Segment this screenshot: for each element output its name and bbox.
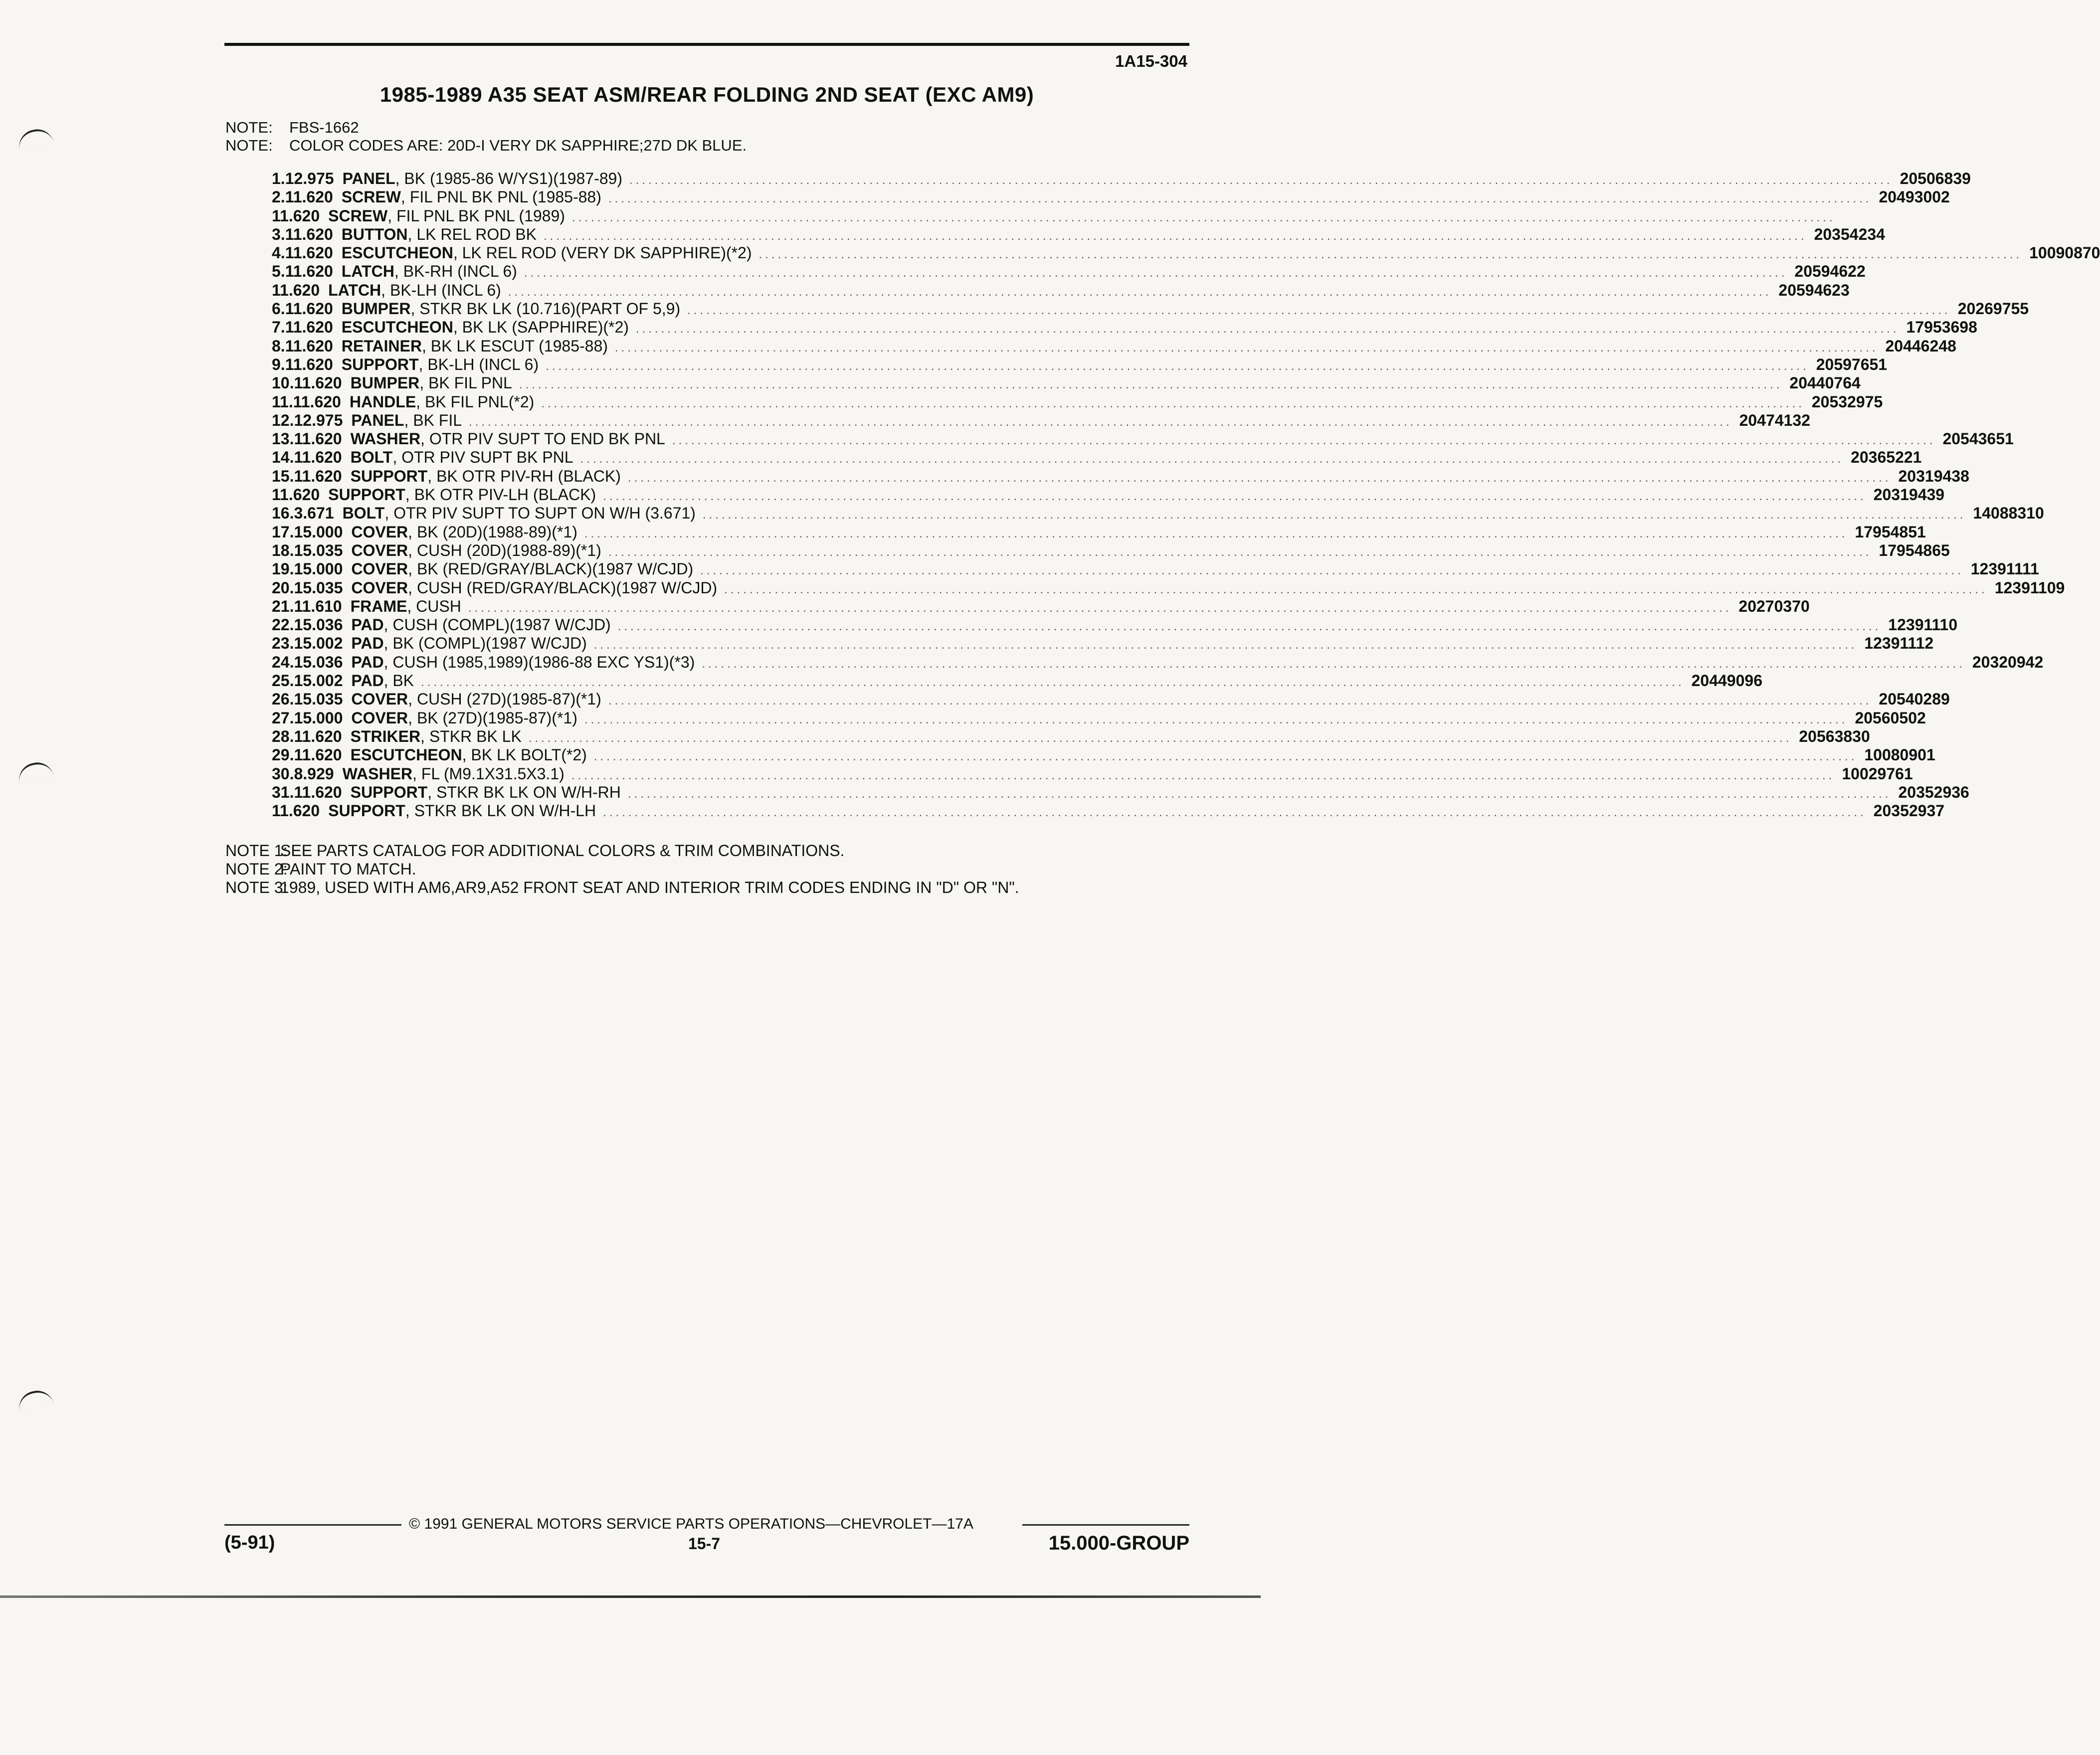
parts-row [272,244,2100,262]
item-number: 28. [272,727,294,745]
dot-leader: ........................................................................................................................................................................................................ [524,266,1788,280]
part-description: , STKR BK LK ON W/H-LH [405,802,596,820]
page-number: 15-7 [688,1535,721,1553]
group-number: 11.620 [293,392,341,411]
parts-row [272,783,1969,802]
parts-row [272,616,1958,634]
part-number: 20440764 [1789,374,1861,392]
parts-list [272,170,2100,820]
part-description: , BK (27D)(1985-87)(*1) [408,708,577,727]
part-description: , STKR BK LK ON W/H-RH [427,783,621,801]
part-number: 20506839 [1900,170,1971,187]
item-number: 3. [272,225,285,243]
note-bottom [225,860,416,878]
part-number: 20540289 [1879,690,1950,708]
note-label: NOTE: [225,119,273,136]
parts-row [272,560,2039,578]
part-description: , STKR BK LK (10.716)(PART OF 5,9) [410,300,681,318]
part-number: 10029761 [1842,764,1913,783]
dot-leader: ........................................................................................................................................................................................................ [546,359,1809,373]
part-description: , BK (1985-86 W/YS1)(1987-89) [395,170,622,187]
note-top [225,119,359,137]
part-number: 20270370 [1738,597,1810,615]
part-description: , CUSH (20D)(1988-89)(*1) [408,541,601,559]
page-title: 1985-1989 A35 SEAT ASM/REAR FOLDING 2ND SEAT (EXC AM9) [380,83,1034,106]
part-description: , BK-LH (INCL 6) [418,355,539,373]
note-bottom [225,842,844,860]
part-number: 20365221 [1851,448,1922,467]
part-name: COVER [351,541,408,559]
group-number: 11.620 [285,300,333,318]
part-number: 20269755 [1957,300,2029,318]
group-number: 11.620 [294,430,342,448]
part-description: , CUSH (27D)(1985-87)(*1) [408,690,601,708]
note-text: 1989, USED WITH AM6,AR9,A52 FRONT SEAT AND INTERIOR TRIM CODES ENDING IN "D" OR "N". [280,878,1019,896]
item-number: 2. [272,188,285,206]
item-number: 17. [272,523,294,541]
part-description: , STKR BK LK [420,727,522,745]
group-number: 11.620 [294,727,342,745]
note-label: NOTE: [225,137,273,154]
part-name: BUTTON [341,225,408,243]
group-number: 11.620 [285,355,333,373]
item-number: 10. [272,374,294,392]
part-name: COVER [351,523,408,541]
dot-leader: ........................................................................................................................................................................................................ [627,787,1892,801]
group-number: 11.620 [272,281,320,299]
dot-leader: ........................................................................................................................................................................................................ [603,806,1867,820]
parts-row [272,764,1913,783]
part-number: 17953698 [1906,318,1977,337]
parts-row [272,411,1810,430]
note-text: FBS-1662 [289,119,359,136]
page-bottom-edge [0,1595,1261,1598]
part-name: SCREW [341,188,401,206]
part-name: ESCUTCHEON [341,318,453,337]
note-bottom [225,878,1019,897]
part-name: FRAME [350,597,407,615]
item-number: 4. [272,244,285,262]
part-number: 20352937 [1873,802,1945,820]
parts-row [272,653,2044,672]
part-number: 20319438 [1898,467,1969,485]
parts-row [272,672,1762,690]
dot-leader: ........................................................................................................................................................................................................ [584,526,1848,540]
part-name: PANEL [342,170,395,187]
part-name: SUPPORT [350,467,428,485]
parts-row [272,225,1885,244]
top-rule [224,43,1189,46]
parts-row [272,727,1870,746]
dot-leader: ........................................................................................................................................................................................................ [593,750,1858,764]
group-code: 15.000-GROUP [1048,1532,1189,1554]
binder-hole-mark [16,1388,54,1411]
parts-row [272,467,1969,486]
dot-leader: ........................................................................................................................................................................................................ [469,415,1732,429]
part-number: 12391109 [1994,578,2065,597]
part-description: , FL (M9.1X31.5X3.1) [412,764,565,783]
parts-row [272,486,1945,504]
part-number: 17954851 [1855,523,1926,541]
part-number: 20474132 [1739,411,1810,429]
item-number: 1. [272,170,285,187]
group-number: 15.036 [294,616,343,634]
binder-hole-mark [16,759,54,783]
dot-leader: ........................................................................................................................................................................................................ [468,601,1732,615]
part-name: HANDLE [349,392,416,411]
dot-leader: ........................................................................................................................................................................................................ [421,676,1685,690]
dot-leader: ........................................................................................................................................................................................................ [759,248,2023,262]
group-number: 11.620 [294,783,342,801]
dot-leader: ........................................................................................................................................................................................................ [593,638,1858,652]
dot-leader: ........................................................................................................................................................................................................ [608,545,1872,559]
dot-leader: ........................................................................................................................................................................................................ [608,694,1872,708]
part-description: , LK REL ROD BK [407,225,537,243]
footer-rule-right [1022,1524,1189,1526]
parts-row [272,597,1810,616]
note-label: NOTE 1: [225,842,288,860]
part-name: COVER [351,578,408,597]
note-text: PAINT TO MATCH. [280,860,416,878]
group-number: 11.620 [285,225,333,243]
part-description: , LK REL ROD (VERY DK SAPPHIRE)(*2) [453,244,752,262]
part-number: 10090870 [2029,244,2100,262]
part-description: , CUSH (RED/GRAY/BLACK)(1987 W/CJD) [408,578,718,597]
part-description: , BK LK ESCUT (1985-88) [421,337,608,355]
parts-row [272,170,1971,188]
part-description: , BK FIL PNL(*2) [416,392,535,411]
part-number: 20560502 [1855,708,1926,727]
dot-leader: ........................................................................................................................................................................................................ [543,229,1807,243]
dot-leader: ........................................................................................................................................................................................................ [614,341,1879,354]
dot-leader: ........................................................................................................................................................................................................ [571,768,1835,782]
part-name: BOLT [350,448,393,467]
part-name: WASHER [350,430,421,448]
part-name: PAD [351,672,384,690]
item-number: 16. [272,504,294,523]
part-name: SCREW [328,206,388,225]
item-number: 9. [272,355,285,373]
parts-row [272,634,1934,653]
part-number: 20532975 [1811,392,1883,411]
dot-leader: ........................................................................................................................................................................................................ [629,174,1893,187]
part-name: STRIKER [350,727,421,745]
part-number: 20449096 [1691,672,1762,690]
dot-leader: ........................................................................................................................................................................................................ [702,657,1965,671]
dot-leader: ........................................................................................................................................................................................................ [672,434,1936,448]
part-description: , BK FIL PNL [419,374,512,392]
item-number: 20. [272,578,294,597]
item-number: 30. [272,764,294,783]
part-name: COVER [351,560,408,578]
part-name: BOLT [342,504,385,523]
copyright: © 1991 GENERAL MOTORS SERVICE PARTS OPERATIONS—CHEVROLET—17A [409,1516,973,1532]
group-number: 11.620 [294,374,342,392]
item-number: 5. [272,262,285,281]
part-description: , BK LK BOLT(*2) [462,746,587,764]
group-number: 15.000 [294,708,343,727]
dot-leader: ........................................................................................................................................................................................................ [541,396,1805,410]
part-description: , BK FIL [404,411,462,429]
group-number: 15.000 [294,523,343,541]
part-description: , FIL PNL BK PNL (1989) [387,206,565,225]
part-description: , CUSH (COMPL)(1987 W/CJD) [383,616,611,634]
group-number: 11.620 [285,262,333,281]
group-number: 3.671 [294,504,334,523]
item-number: 18. [272,541,294,559]
item-number: 19. [272,560,294,578]
dot-leader: ........................................................................................................................................................................................................ [687,304,1951,318]
part-description: , BK-LH (INCL 6) [381,281,501,299]
dot-leader: ........................................................................................................................................................................................................ [528,731,1792,745]
item-number: 23. [272,634,294,653]
group-number: 15.035 [294,541,343,559]
part-name: BUMPER [341,300,411,318]
part-description: , BK [383,672,414,690]
item-number: 11. [272,392,293,411]
part-number: 20319439 [1873,486,1945,504]
dot-leader: ........................................................................................................................................................................................................ [519,378,1783,392]
part-description: , BK-RH (INCL 6) [394,262,517,281]
dot-leader: ........................................................................................................................................................................................................ [580,452,1844,466]
parts-row [272,690,1950,708]
part-name: SUPPORT [350,783,428,801]
note-text: SEE PARTS CATALOG FOR ADDITIONAL COLORS & TRIM COMBINATIONS. [280,842,845,860]
group-number: 8.929 [294,764,334,783]
dot-leader: ........................................................................................................................................................................................................ [724,582,1988,596]
item-number: 8. [272,337,285,355]
item-number: 7. [272,318,285,337]
part-number: 12391111 [1970,560,2039,578]
note-label: NOTE 3: [225,878,288,896]
part-description: , CUSH [407,597,461,615]
group-number: 15.035 [294,690,343,708]
part-name: BUMPER [350,374,420,392]
parts-row [272,746,1935,764]
parts-row [272,281,1850,300]
parts-row [272,374,1861,392]
dot-leader: ........................................................................................................................................................................................................ [700,564,1964,578]
group-number: 11.620 [285,318,333,337]
part-number: 20597651 [1816,355,1888,373]
item-number: 24. [272,653,294,671]
group-number: 11.620 [285,337,333,355]
part-name: LATCH [328,281,382,299]
parts-row [272,262,1866,281]
part-description: , BK (20D)(1988-89)(*1) [408,523,577,541]
page-code: 1A15-304 [1115,52,1187,70]
part-number: 20446248 [1885,337,1956,355]
item-number: 13. [272,430,294,448]
parts-row [272,300,2029,318]
dot-leader: ........................................................................................................................................................................................................ [617,620,1882,634]
group-number: 11.620 [272,486,320,504]
part-name: RETAINER [341,337,422,355]
part-description: , OTR PIV SUPT TO END BK PNL [420,430,665,448]
part-name: ESCUTCHEON [350,746,462,764]
part-number: 12391110 [1888,616,1958,634]
part-description: , BK OTR PIV-LH (BLACK) [405,486,596,504]
group-number: 15.000 [294,560,343,578]
parts-row [272,504,2044,523]
item-number: 14. [272,448,294,467]
note-label: NOTE 2: [225,860,288,878]
parts-row [272,541,1950,560]
group-number: 11.620 [294,467,342,485]
item-number: 25. [272,672,294,690]
part-description: , CUSH (1985,1989)(1986-88 EXC YS1)(*3) [383,653,695,671]
part-description: , OTR PIV SUPT BK PNL [392,448,573,467]
date-code: (5-91) [224,1532,275,1553]
dot-leader: ........................................................................................................................................................................................................ [627,471,1892,485]
item-number: 22. [272,616,294,634]
group-number: 15.035 [294,578,343,597]
parts-row [272,802,1945,820]
item-number: 26. [272,690,294,708]
part-number: 17954865 [1879,541,1950,559]
group-number: 11.620 [272,802,320,820]
group-number: 12.975 [294,411,343,429]
part-name: SUPPORT [328,802,405,820]
part-description: , BK LK (SAPPHIRE)(*2) [453,318,629,337]
part-name: WASHER [342,764,413,783]
part-name: SUPPORT [328,486,405,504]
group-number: 15.002 [294,634,343,653]
part-description: , OTR PIV SUPT TO SUPT ON W/H (3.671) [384,504,696,523]
part-number: 20594622 [1794,262,1866,281]
part-name: COVER [351,708,408,727]
part-description: , FIL PNL BK PNL (1985-88) [400,188,601,206]
item-number: 29. [272,746,294,764]
note-top [225,137,747,155]
parts-row [272,392,1883,411]
item-number: 21. [272,597,294,615]
footer-rule-left [224,1524,401,1526]
part-number: 12391112 [1864,634,1934,653]
part-description: , BK OTR PIV-RH (BLACK) [427,467,621,485]
item-number: 6. [272,300,285,318]
dot-leader: ........................................................................................................................................................................................................ [584,712,1848,726]
parts-row [272,188,1950,206]
group-number: 12.975 [285,170,334,187]
part-number: 20594623 [1778,281,1850,299]
part-number: 20493002 [1879,188,1950,206]
dot-leader: ........................................................................................................................................................................................................ [572,210,1836,224]
item-number: 15. [272,467,294,485]
group-number: 15.002 [294,672,343,690]
parts-row [272,355,1888,374]
part-name: PAD [351,616,384,634]
group-number: 11.620 [272,206,320,225]
note-text: COLOR CODES ARE: 20D-I VERY DK SAPPHIRE;27D DK BLUE. [289,137,747,154]
part-number: 20320942 [1972,653,2044,671]
parts-row [272,448,1922,467]
parts-row [272,578,2065,597]
group-number: 11.620 [294,448,342,467]
dot-leader: ........................................................................................................................................................................................................ [608,192,1872,206]
parts-row [272,523,1926,541]
group-number: 11.610 [294,597,342,615]
part-number: 10080901 [1864,746,1935,764]
part-description: , BK (COMPL)(1987 W/CJD) [383,634,587,653]
parts-row [272,318,1977,337]
dot-leader: ........................................................................................................................................................................................................ [702,508,1966,522]
dot-leader: ........................................................................................................................................................................................................ [508,285,1772,299]
part-number: 20543651 [1942,430,2014,448]
item-number: 12. [272,411,294,429]
parts-row [272,430,2014,448]
item-number: 31. [272,783,294,801]
dot-leader: ........................................................................................................................................................................................................ [635,322,1900,336]
dot-leader: ........................................................................................................................................................................................................ [603,490,1867,504]
part-name: PANEL [351,411,404,429]
part-name: PAD [351,634,384,653]
parts-row [272,708,1926,727]
part-description: , BK (RED/GRAY/BLACK)(1987 W/CJD) [408,560,694,578]
part-number: 20354234 [1814,225,1885,243]
group-number: 11.620 [285,188,333,206]
group-number: 11.620 [285,244,333,262]
part-name: PAD [351,653,384,671]
part-number: 20352936 [1898,783,1969,801]
parts-row [272,337,1956,355]
part-name: LATCH [341,262,394,281]
part-name: ESCUTCHEON [341,244,453,262]
group-number: 15.036 [294,653,343,671]
group-number: 11.620 [294,746,342,764]
part-number: 20563830 [1799,727,1870,745]
part-name: COVER [351,690,408,708]
part-name: SUPPORT [341,355,419,373]
item-number: 27. [272,708,294,727]
parts-row [272,206,1836,225]
binder-hole-mark [16,126,54,150]
part-number: 14088310 [1973,504,2044,523]
